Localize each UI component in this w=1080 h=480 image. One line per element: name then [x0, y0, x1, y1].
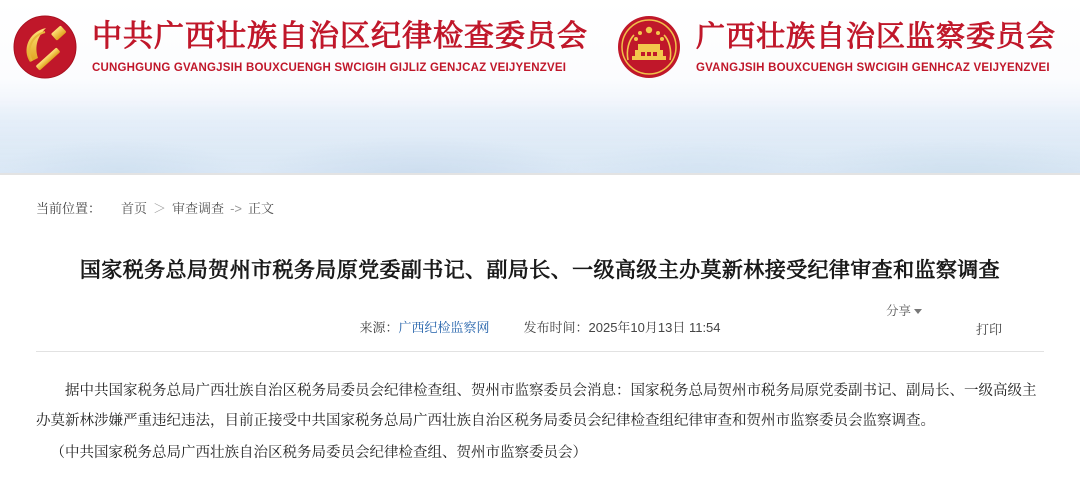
- article-body: [36, 376, 1044, 468]
- breadcrumb-item-current: 正文: [247, 201, 274, 216]
- breadcrumb-separator-2: ->: [230, 201, 242, 216]
- breadcrumb-label: 当前位置：: [36, 201, 102, 216]
- breadcrumb-section: [0, 175, 1080, 219]
- header-bottom-divider: [0, 173, 1080, 175]
- header-right-org: [616, 14, 1056, 80]
- breadcrumb-item-home[interactable]: 首页: [121, 201, 148, 216]
- header-left-org: [12, 14, 588, 80]
- chevron-down-icon: [914, 309, 922, 314]
- article-publish-time: [523, 317, 720, 336]
- breadcrumb-separator-1: ＞: [153, 201, 167, 216]
- header-right-title-pinyin: GVANGJSIH BOUXCUENGH SWCIGIH GENHCAZ VEIJYENZVEI: [696, 62, 1050, 74]
- banner-content: [0, 0, 1080, 100]
- article-paragraph: 据中共国家税务总局广西壮族自治区税务局委员会纪律检查组、贺州市监察委员会消息：国家税务总局贺州市税务局原党委副书记、副局长、一级高级主办莫新林涉嫌严重违纪违法，目前正接受中共国家税务总局广西壮族自治区税务局委员会纪律检查组纪律审查和贺州市监察委员会监察调查。: [36, 383, 1037, 429]
- print-button[interactable]: 打印: [975, 322, 1002, 337]
- article-time-label: 发布时间：: [523, 319, 589, 335]
- article-time-value: 2025年10月13日 11:54: [588, 319, 721, 335]
- article: [36, 219, 1044, 468]
- header-right-titles: [696, 17, 1056, 77]
- meta-divider: [36, 351, 1044, 352]
- site-header-banner: [0, 0, 1080, 175]
- header-left-title-pinyin: CUNGHGUNG GVANGJSIH BOUXCUENGH SWCIGIH GIJLIZ GENJCAZ VEIJYENZVEI: [92, 62, 567, 74]
- page-title: 国家税务总局贺州市税务局原党委副书记、副局长、一级高级主办莫新林接受纪律审查和监察调查: [79, 259, 1001, 282]
- header-right-title-cn: 广西壮族自治区监察委员会: [696, 21, 1057, 53]
- header-left-titles: [92, 17, 588, 77]
- article-source-value: 广西纪检监察网: [398, 319, 490, 335]
- article-meta: [36, 304, 1044, 337]
- article-source-label: 来源：: [359, 319, 399, 335]
- cpc-hammer-sickle-icon: [12, 14, 78, 80]
- header-left-title-cn: 中共广西壮族自治区纪律检查委员会: [92, 20, 588, 53]
- breadcrumb: [36, 199, 1044, 219]
- breadcrumb-item-investigation[interactable]: 审查调查: [172, 201, 225, 216]
- article-source: [359, 317, 489, 336]
- article-paragraph: （中共国家税务总局广西壮族自治区税务局委员会纪律检查组、贺州市监察委员会）: [50, 445, 587, 461]
- share-label: 分享: [885, 304, 911, 318]
- skyline-decoration: [0, 97, 1080, 175]
- national-emblem-icon: [616, 14, 682, 80]
- share-dropdown[interactable]: [886, 301, 922, 319]
